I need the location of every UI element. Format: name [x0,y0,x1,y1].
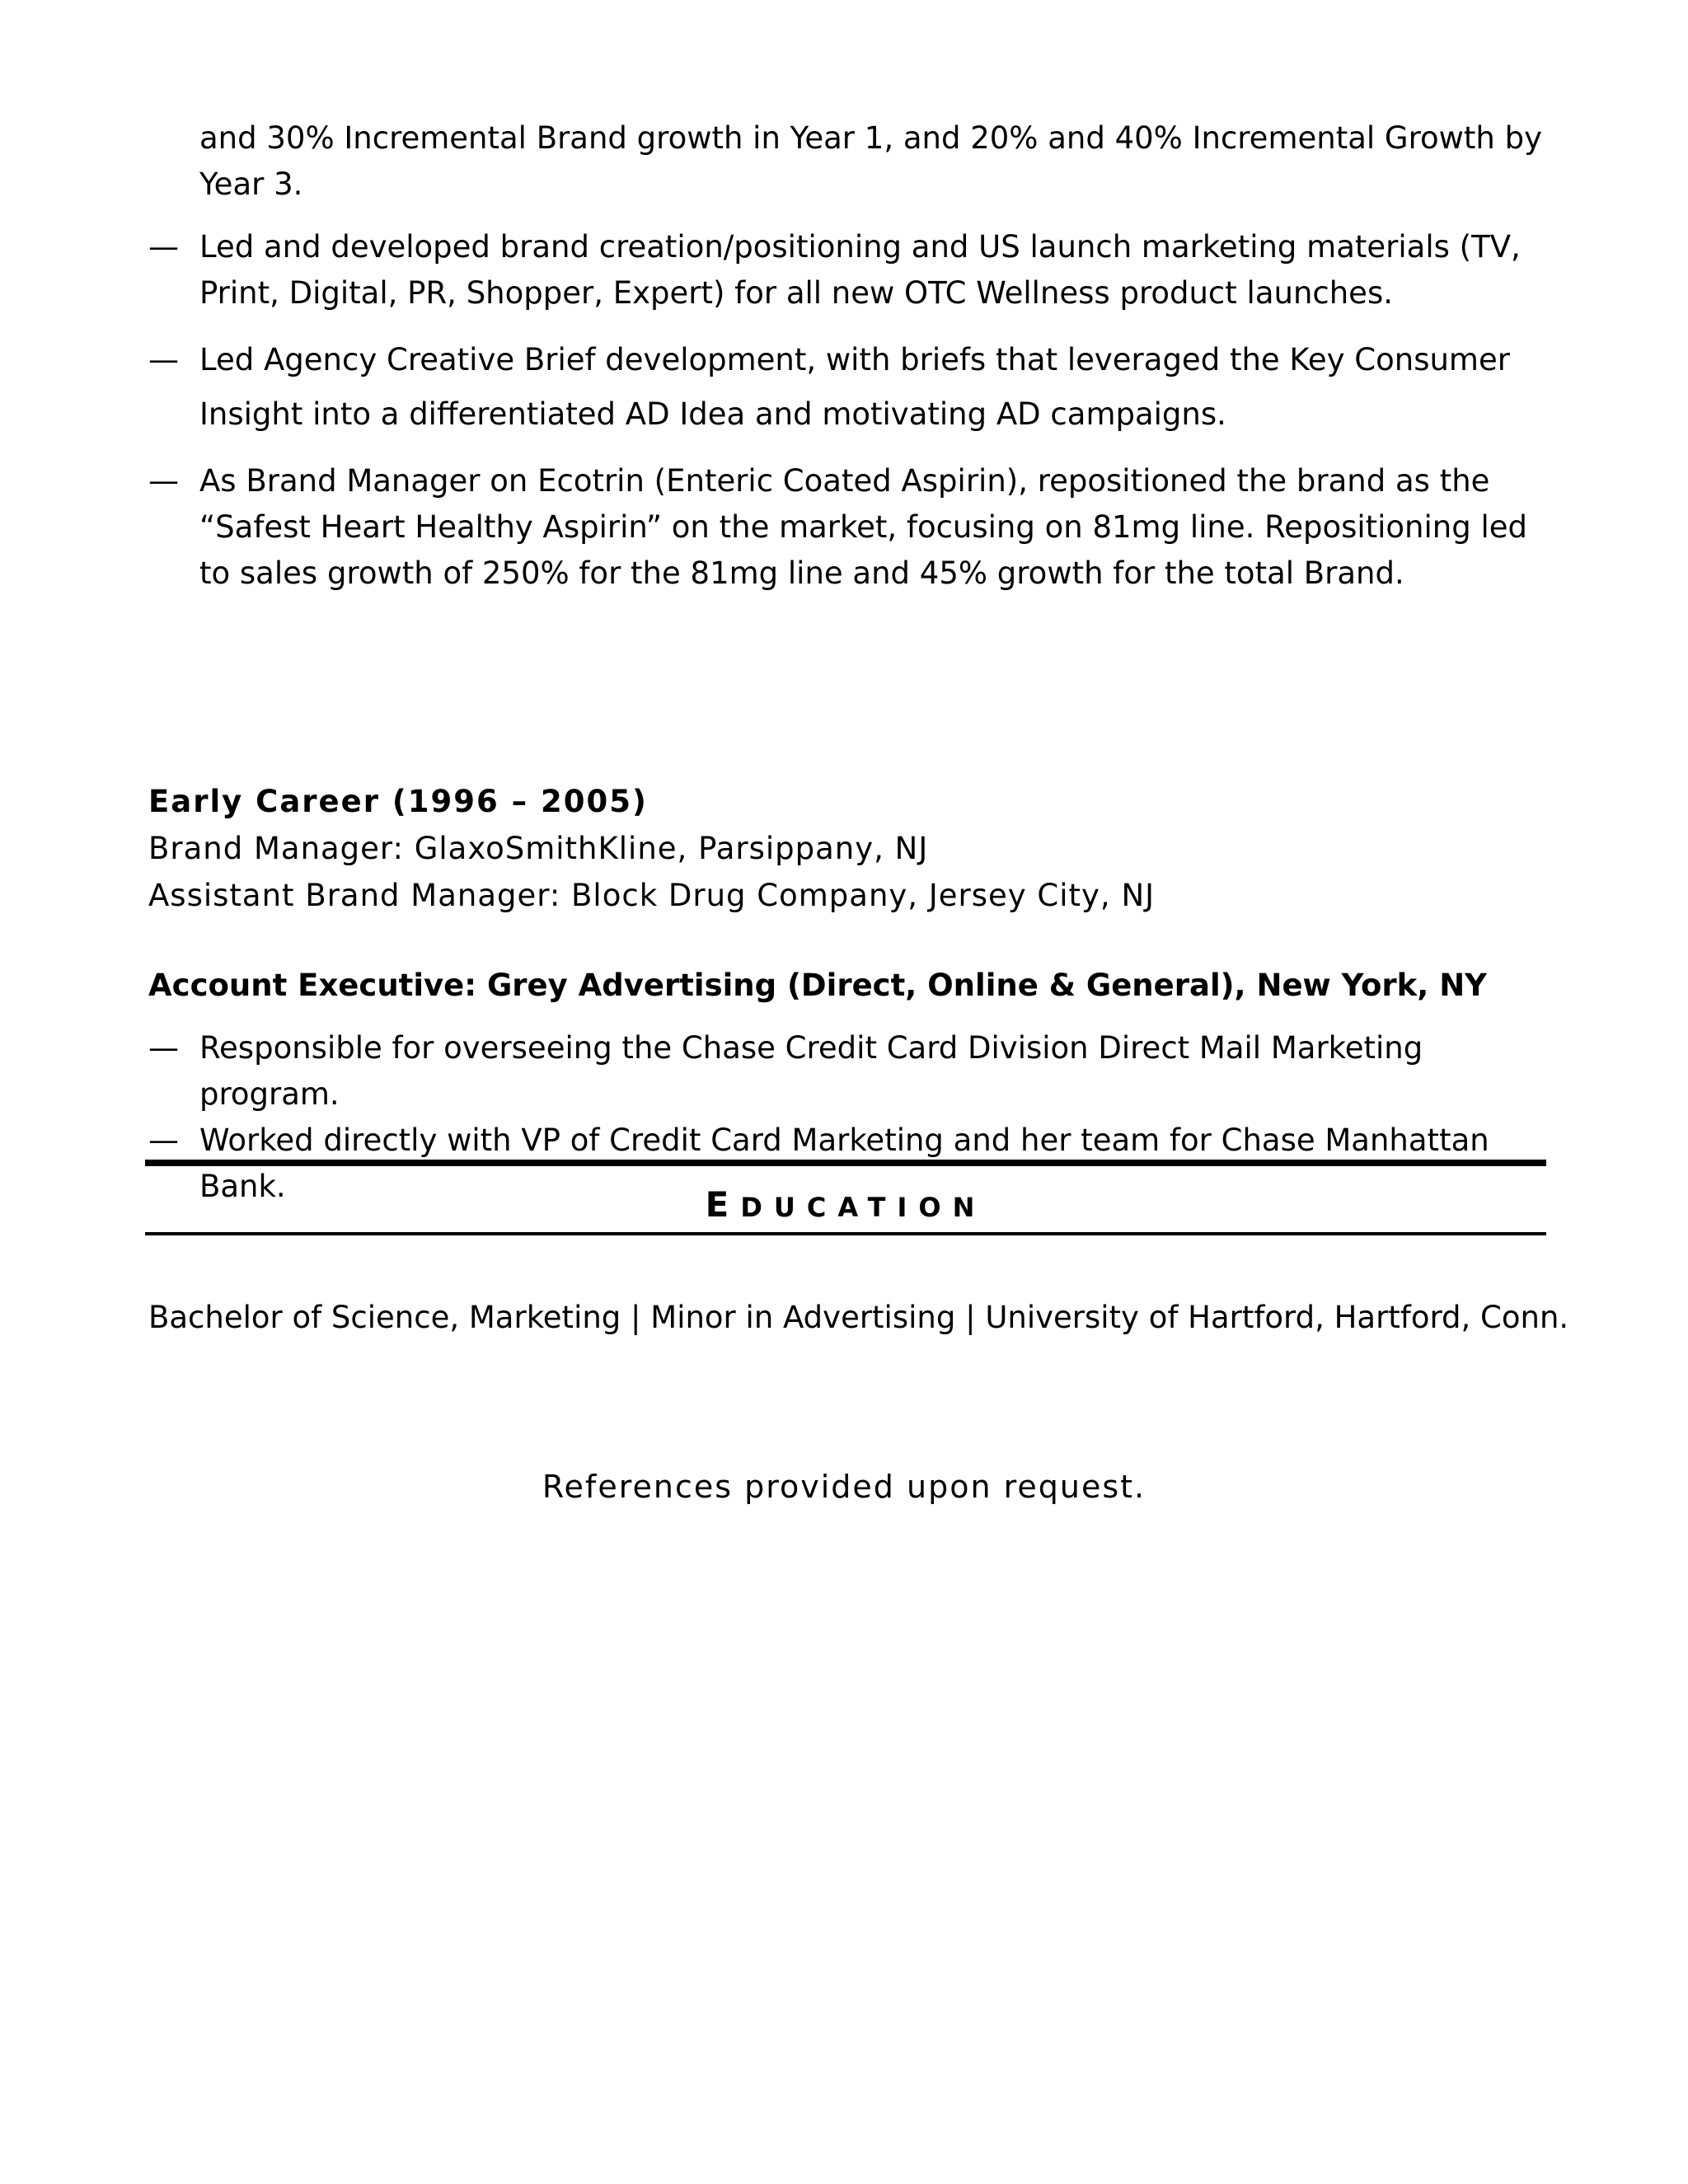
education-title-rest: DUCATION [740,1192,987,1223]
em-dash-bullet-icon: — [148,1122,179,1158]
em-dash-bullet-icon: — [148,229,179,265]
education-title-initial: E [705,1184,741,1225]
em-dash-bullet-icon: — [148,1030,179,1066]
bullet-text: Led and developed brand creation/positioning and US launch marketing materials (TV, Print, Digital, PR, Shopper, Expert) for all new OTC Wellness product launches. [199,229,1521,311]
references-note: References provided upon request. [542,1469,1146,1505]
experience-bullet [148,333,1550,442]
early-career-heading: Early Career (1996 – 2005) [148,784,648,819]
bullet-text: Responsible for overseeing the Chase Credit Card Division Direct Mail Marketing program. [199,1030,1423,1112]
account-executive-bullet-list [148,1025,1550,1210]
bullet-text: As Brand Manager on Ecotrin (Enteric Coated Aspirin), repositioned the brand as the “Safest Heart Healthy Aspirin” on the market, focusing on 81mg line. Repositioning led to sales growth of 250% for the 81mg line and 45% growth for the total Brand. [199,463,1528,591]
experience-bullet [148,224,1550,316]
em-dash-bullet-icon: — [148,342,179,377]
account-executive-bullet [148,1025,1550,1118]
experience-bullet-list [148,224,1550,613]
section-divider-bottom [145,1232,1546,1235]
early-career-line: Brand Manager: GlaxoSmithKline, Parsippany, NJ [148,831,929,866]
experience-bullet [148,458,1550,597]
bullet-text: Worked directly with VP of Credit Card Marketing and her team for Chase Manhattan Bank. [199,1122,1489,1204]
em-dash-bullet-icon: — [148,463,179,499]
experience-continuation: and 30% Incremental Brand growth in Year 1, and 20% and 40% Incremental Growth by Year 3. [199,120,1542,202]
education-degree-line: Bachelor of Science, Marketing | Minor in Advertising | University of Hartford, Hartford, Conn. [148,1300,1569,1335]
account-executive-heading: Account Executive: Grey Advertising (Direct, Online & General), New York, NY [148,968,1487,1003]
early-career-section [148,778,1550,919]
early-career-line: Assistant Brand Manager: Block Drug Company, Jersey City, NJ [148,878,1156,913]
bullet-text: Led Agency Creative Brief development, with briefs that leveraged the Key Consumer Insight into a differentiated AD Idea and motivating AD campaigns. [199,342,1510,432]
education-section-title [145,1184,1546,1226]
section-divider-top [145,1160,1546,1166]
